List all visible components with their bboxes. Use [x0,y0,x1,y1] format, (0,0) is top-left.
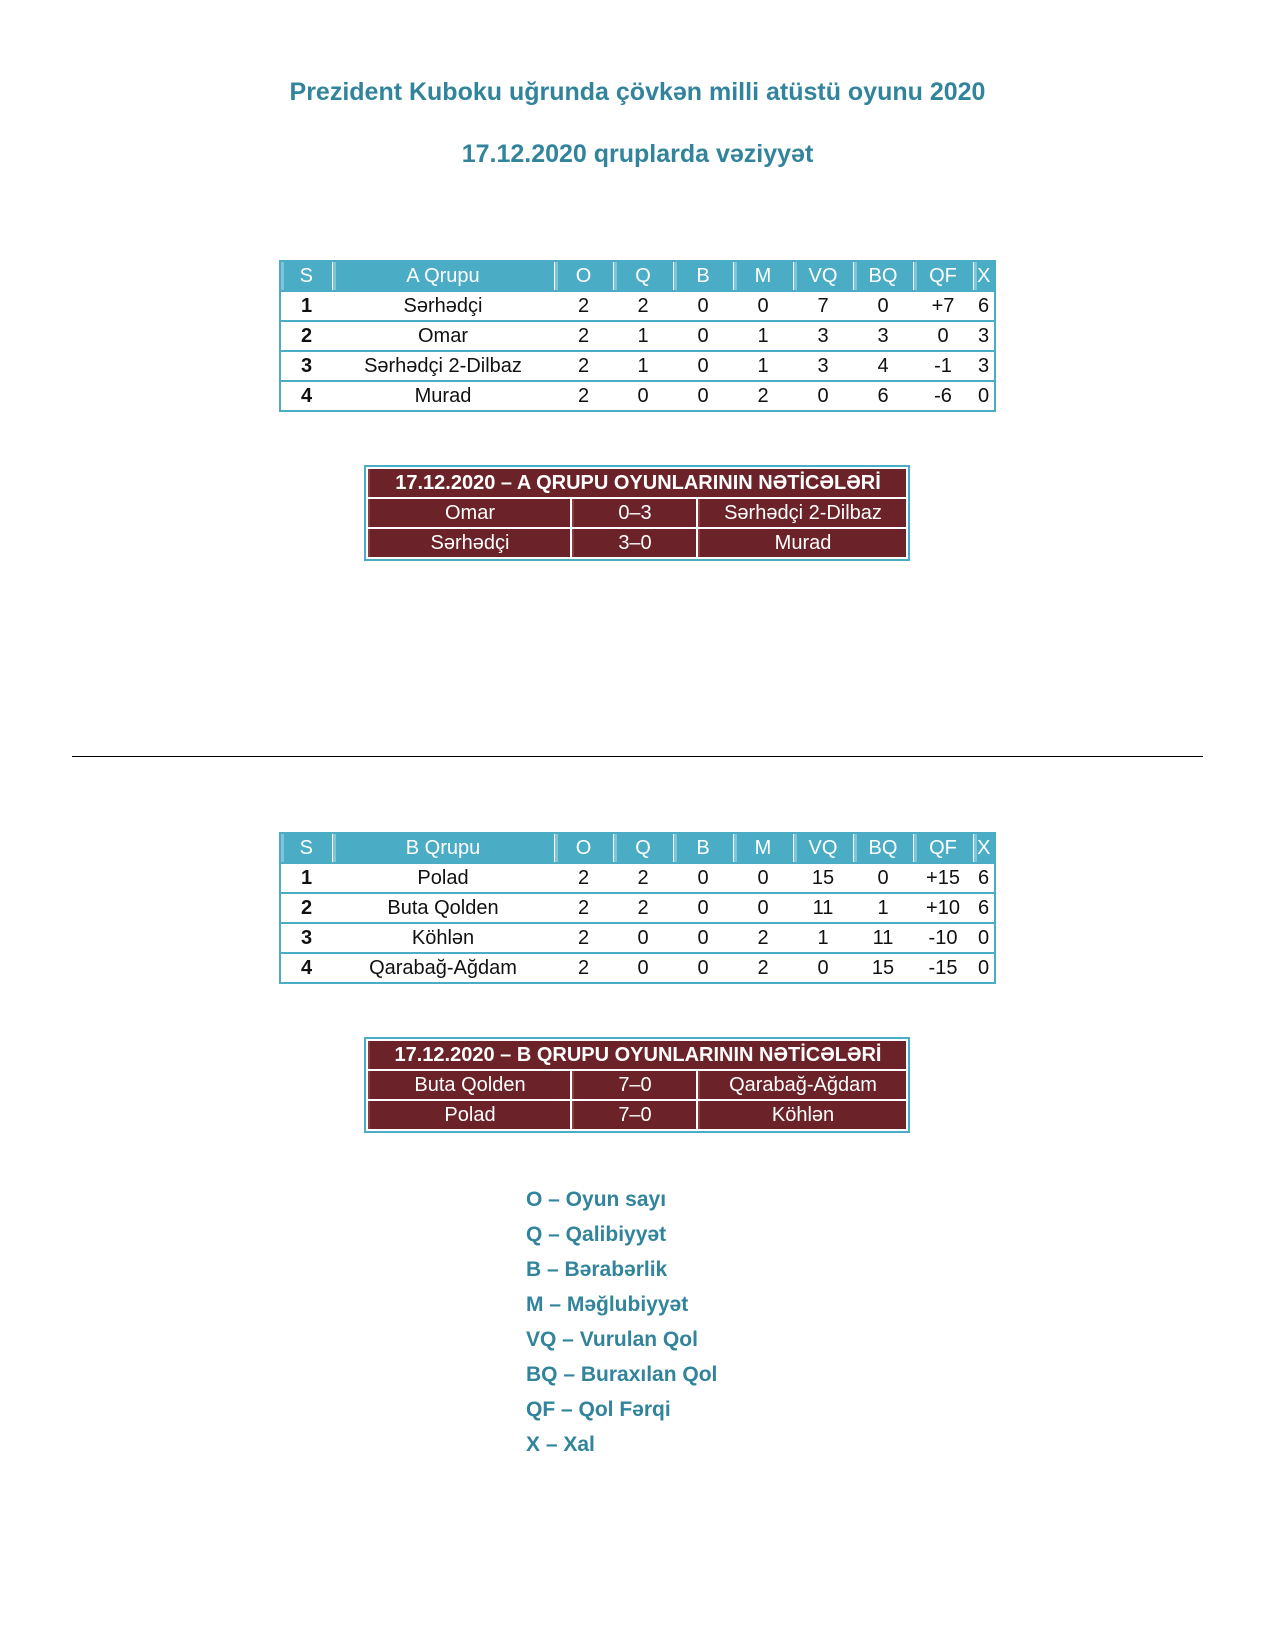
qf-cell: +15 [913,863,973,893]
m-cell: 2 [733,923,793,953]
col-header-qf: QF [913,261,973,291]
group-a-standings-table [279,260,996,412]
table-row [280,893,995,923]
page-title: Prezident Kuboku uğrunda çövkən milli atüstü oyunu 2020 [289,78,986,106]
x-cell: 0 [973,381,995,411]
match-score: 0–3 [572,499,696,527]
m-cell: 1 [733,351,793,381]
b-cell: 0 [673,381,733,411]
bq-cell: 3 [853,321,913,351]
q-cell: 2 [613,893,673,923]
match-row [368,1071,906,1099]
table-row [280,923,995,953]
m-cell: 2 [733,953,793,983]
col-header-vq: VQ [793,261,853,291]
b-cell: 0 [673,923,733,953]
bq-cell: 4 [853,351,913,381]
q-cell: 0 [613,381,673,411]
vq-cell: 0 [793,953,853,983]
bq-cell: 1 [853,893,913,923]
away-team: Sərhədçi 2-Dilbaz [698,499,906,527]
team-cell: Qarabağ-Ağdam [332,953,554,983]
q-cell: 1 [613,351,673,381]
col-header-x: X [973,261,995,291]
vq-cell: 1 [793,923,853,953]
rank-cell: 1 [280,291,332,321]
table-row [280,351,995,381]
q-cell: 0 [613,953,673,983]
match-score: 7–0 [572,1101,696,1129]
legend-item: QF – Qol Fərqi [526,1398,671,1421]
results-header: 17.12.2020 – B QRUPU OYUNLARININ NƏTİCƏLƏRİ [368,1041,906,1069]
col-header-bq: BQ [853,261,913,291]
away-team: Köhlən [698,1101,906,1129]
table-row [280,321,995,351]
col-header-m: M [733,261,793,291]
legend-item: M – Məğlubiyyət [526,1293,689,1316]
x-cell: 6 [973,863,995,893]
team-cell: Köhlən [332,923,554,953]
qf-cell: -10 [913,923,973,953]
legend-item: VQ – Vurulan Qol [526,1328,698,1351]
m-cell: 0 [733,291,793,321]
o-cell: 2 [554,351,613,381]
vq-cell: 3 [793,321,853,351]
q-cell: 2 [613,291,673,321]
away-team: Qarabağ-Ağdam [698,1071,906,1099]
rank-cell: 4 [280,381,332,411]
col-header-b: B [673,261,733,291]
b-cell: 0 [673,291,733,321]
team-cell: Omar [332,321,554,351]
q-cell: 2 [613,863,673,893]
m-cell: 2 [733,381,793,411]
col-header-b: B [673,833,733,863]
legend-item: BQ – Buraxılan Qol [526,1363,718,1386]
legend-item: B – Bərabərlik [526,1258,668,1281]
qf-cell: -15 [913,953,973,983]
o-cell: 2 [554,291,613,321]
vq-cell: 0 [793,381,853,411]
o-cell: 2 [554,893,613,923]
table-row [280,291,995,321]
col-header-o: O [554,261,613,291]
team-cell: Murad [332,381,554,411]
team-cell: Sərhədçi [332,291,554,321]
legend-item: O – Oyun sayı [526,1188,667,1211]
table-header-row [280,833,995,863]
away-team: Murad [698,529,906,557]
b-cell: 0 [673,863,733,893]
col-header-q: Q [613,261,673,291]
home-team: Sərhədçi [368,529,570,557]
col-header-vq: VQ [793,833,853,863]
home-team: Polad [368,1101,570,1129]
section-divider [72,756,1203,757]
bq-cell: 6 [853,381,913,411]
m-cell: 0 [733,893,793,923]
rank-cell: 3 [280,923,332,953]
results-header: 17.12.2020 – A QRUPU OYUNLARININ NƏTİCƏLƏRİ [368,469,906,497]
col-header-team: B Qrupu [332,833,554,863]
rank-cell: 4 [280,953,332,983]
page-subtitle: 17.12.2020 qruplarda vəziyyət [461,140,814,168]
table-row [280,953,995,983]
col-header-x: X [973,833,995,863]
match-score: 3–0 [572,529,696,557]
b-cell: 0 [673,321,733,351]
bq-cell: 0 [853,291,913,321]
o-cell: 2 [554,923,613,953]
match-score: 7–0 [572,1071,696,1099]
col-header-rank: S [280,833,332,863]
results-header-row [368,1041,906,1069]
b-cell: 0 [673,893,733,923]
home-team: Omar [368,499,570,527]
legend-item: X – Xal [526,1433,595,1456]
vq-cell: 11 [793,893,853,923]
qf-cell: 0 [913,321,973,351]
col-header-m: M [733,833,793,863]
col-header-rank: S [280,261,332,291]
x-cell: 6 [973,893,995,923]
rank-cell: 1 [280,863,332,893]
home-team: Buta Qolden [368,1071,570,1099]
b-cell: 0 [673,351,733,381]
bq-cell: 11 [853,923,913,953]
rank-cell: 2 [280,321,332,351]
col-header-qf: QF [913,833,973,863]
x-cell: 0 [973,953,995,983]
x-cell: 0 [973,923,995,953]
o-cell: 2 [554,321,613,351]
col-header-q: Q [613,833,673,863]
vq-cell: 7 [793,291,853,321]
team-cell: Buta Qolden [332,893,554,923]
m-cell: 1 [733,321,793,351]
bq-cell: 15 [853,953,913,983]
table-header-row [280,261,995,291]
vq-cell: 3 [793,351,853,381]
team-cell: Sərhədçi 2-Dilbaz [332,351,554,381]
legend-item: Q – Qalibiyyət [526,1223,667,1246]
table-row [280,863,995,893]
o-cell: 2 [554,381,613,411]
qf-cell: -6 [913,381,973,411]
col-header-o: O [554,833,613,863]
q-cell: 0 [613,923,673,953]
group-b-results-table [364,1037,910,1133]
team-cell: Polad [332,863,554,893]
col-header-team: A Qrupu [332,261,554,291]
qf-cell: -1 [913,351,973,381]
bq-cell: 0 [853,863,913,893]
rank-cell: 2 [280,893,332,923]
x-cell: 6 [973,291,995,321]
match-row [368,1101,906,1129]
m-cell: 0 [733,863,793,893]
b-cell: 0 [673,953,733,983]
x-cell: 3 [973,351,995,381]
table-row [280,381,995,411]
group-a-results-table [364,465,910,561]
o-cell: 2 [554,863,613,893]
o-cell: 2 [554,953,613,983]
qf-cell: +10 [913,893,973,923]
results-header-row [368,469,906,497]
rank-cell: 3 [280,351,332,381]
abbreviation-legend [526,1182,717,1462]
q-cell: 1 [613,321,673,351]
col-header-bq: BQ [853,833,913,863]
x-cell: 3 [973,321,995,351]
match-row [368,529,906,557]
group-b-standings-table [279,832,996,984]
qf-cell: +7 [913,291,973,321]
vq-cell: 15 [793,863,853,893]
match-row [368,499,906,527]
